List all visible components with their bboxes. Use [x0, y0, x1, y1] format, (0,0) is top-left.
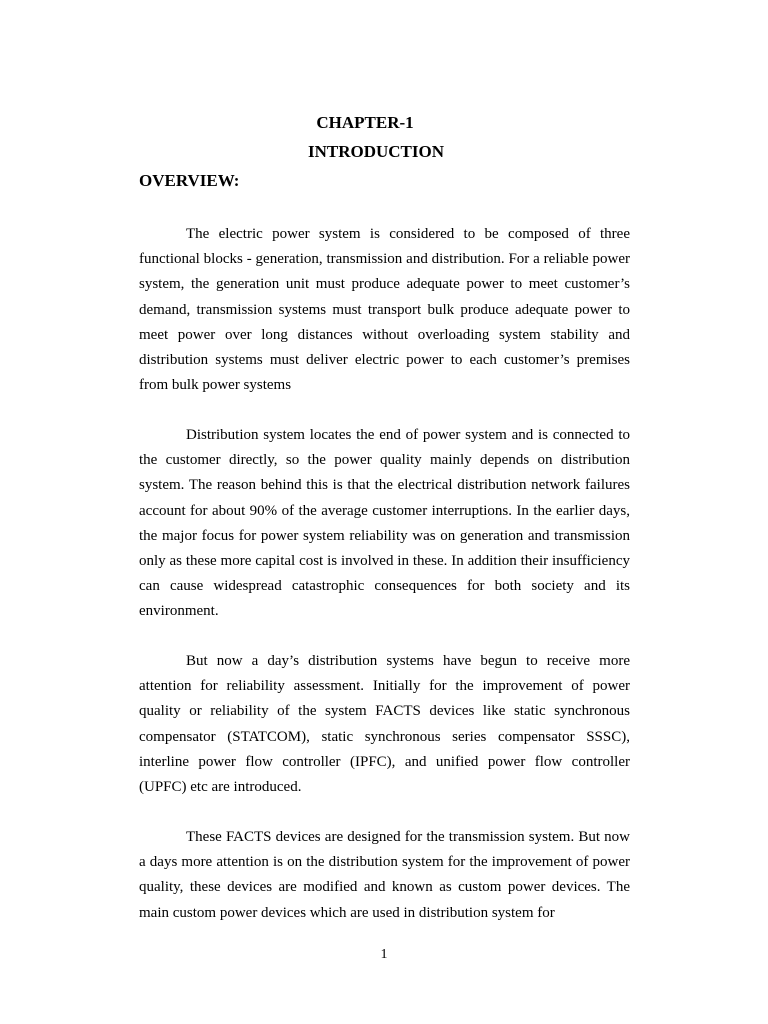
paragraph-4: These FACTS devices are designed for the transmission system. But now a days more attention is on the distribution system for the improvement of power quality, these devices are modified and known as custom power devices. The main custom power devices which are used in distribution system for — [139, 829, 630, 921]
paragraph-3-block — [139, 649, 630, 825]
paragraph-2-block — [139, 423, 630, 650]
paragraph-4-block — [139, 825, 630, 951]
paragraph-1: The electric power system is considered to be composed of three functional blocks - generation, transmission and distribution. For a reliable power system, the generation unit must produce adequate power to meet customer’s demand, transmission systems must transport bulk produce adequate power to meet power over long distances without overloading system stability and distribution systems must deliver electric power to each customer’s premises from bulk power systems — [139, 226, 630, 394]
paragraph-2: Distribution system locates the end of power system and is connected to the customer directly, so the power quality mainly depends on distribution system. The reason behind this is that the electrical distribution network failures account for about 90% of the average customer interruptions. In the earlier days, the major focus for power system reliability was on generation and transmission only as these more capital cost is involved in these. In addition their insufficiency can cause widespread catastrophic consequences for both society and its environment. — [139, 427, 630, 620]
chapter-label: CHAPTER-1 — [316, 113, 414, 132]
section-heading: OVERVIEW: — [139, 171, 240, 190]
paragraph-1-block — [139, 222, 630, 423]
paragraph-3: But now a day’s distribution systems have begun to receive more attention for reliability assessment. Initially for the improvement of power quality or reliability of the system FACTS devices like static synchronous compensator (STATCOM), static synchronous series compensator SSSC), interline power flow controller (IPFC), and unified power flow controller (UPFC) etc are introduced. — [139, 653, 630, 796]
page-number: 1 — [380, 947, 388, 962]
chapter-title: INTRODUCTION — [307, 142, 445, 161]
